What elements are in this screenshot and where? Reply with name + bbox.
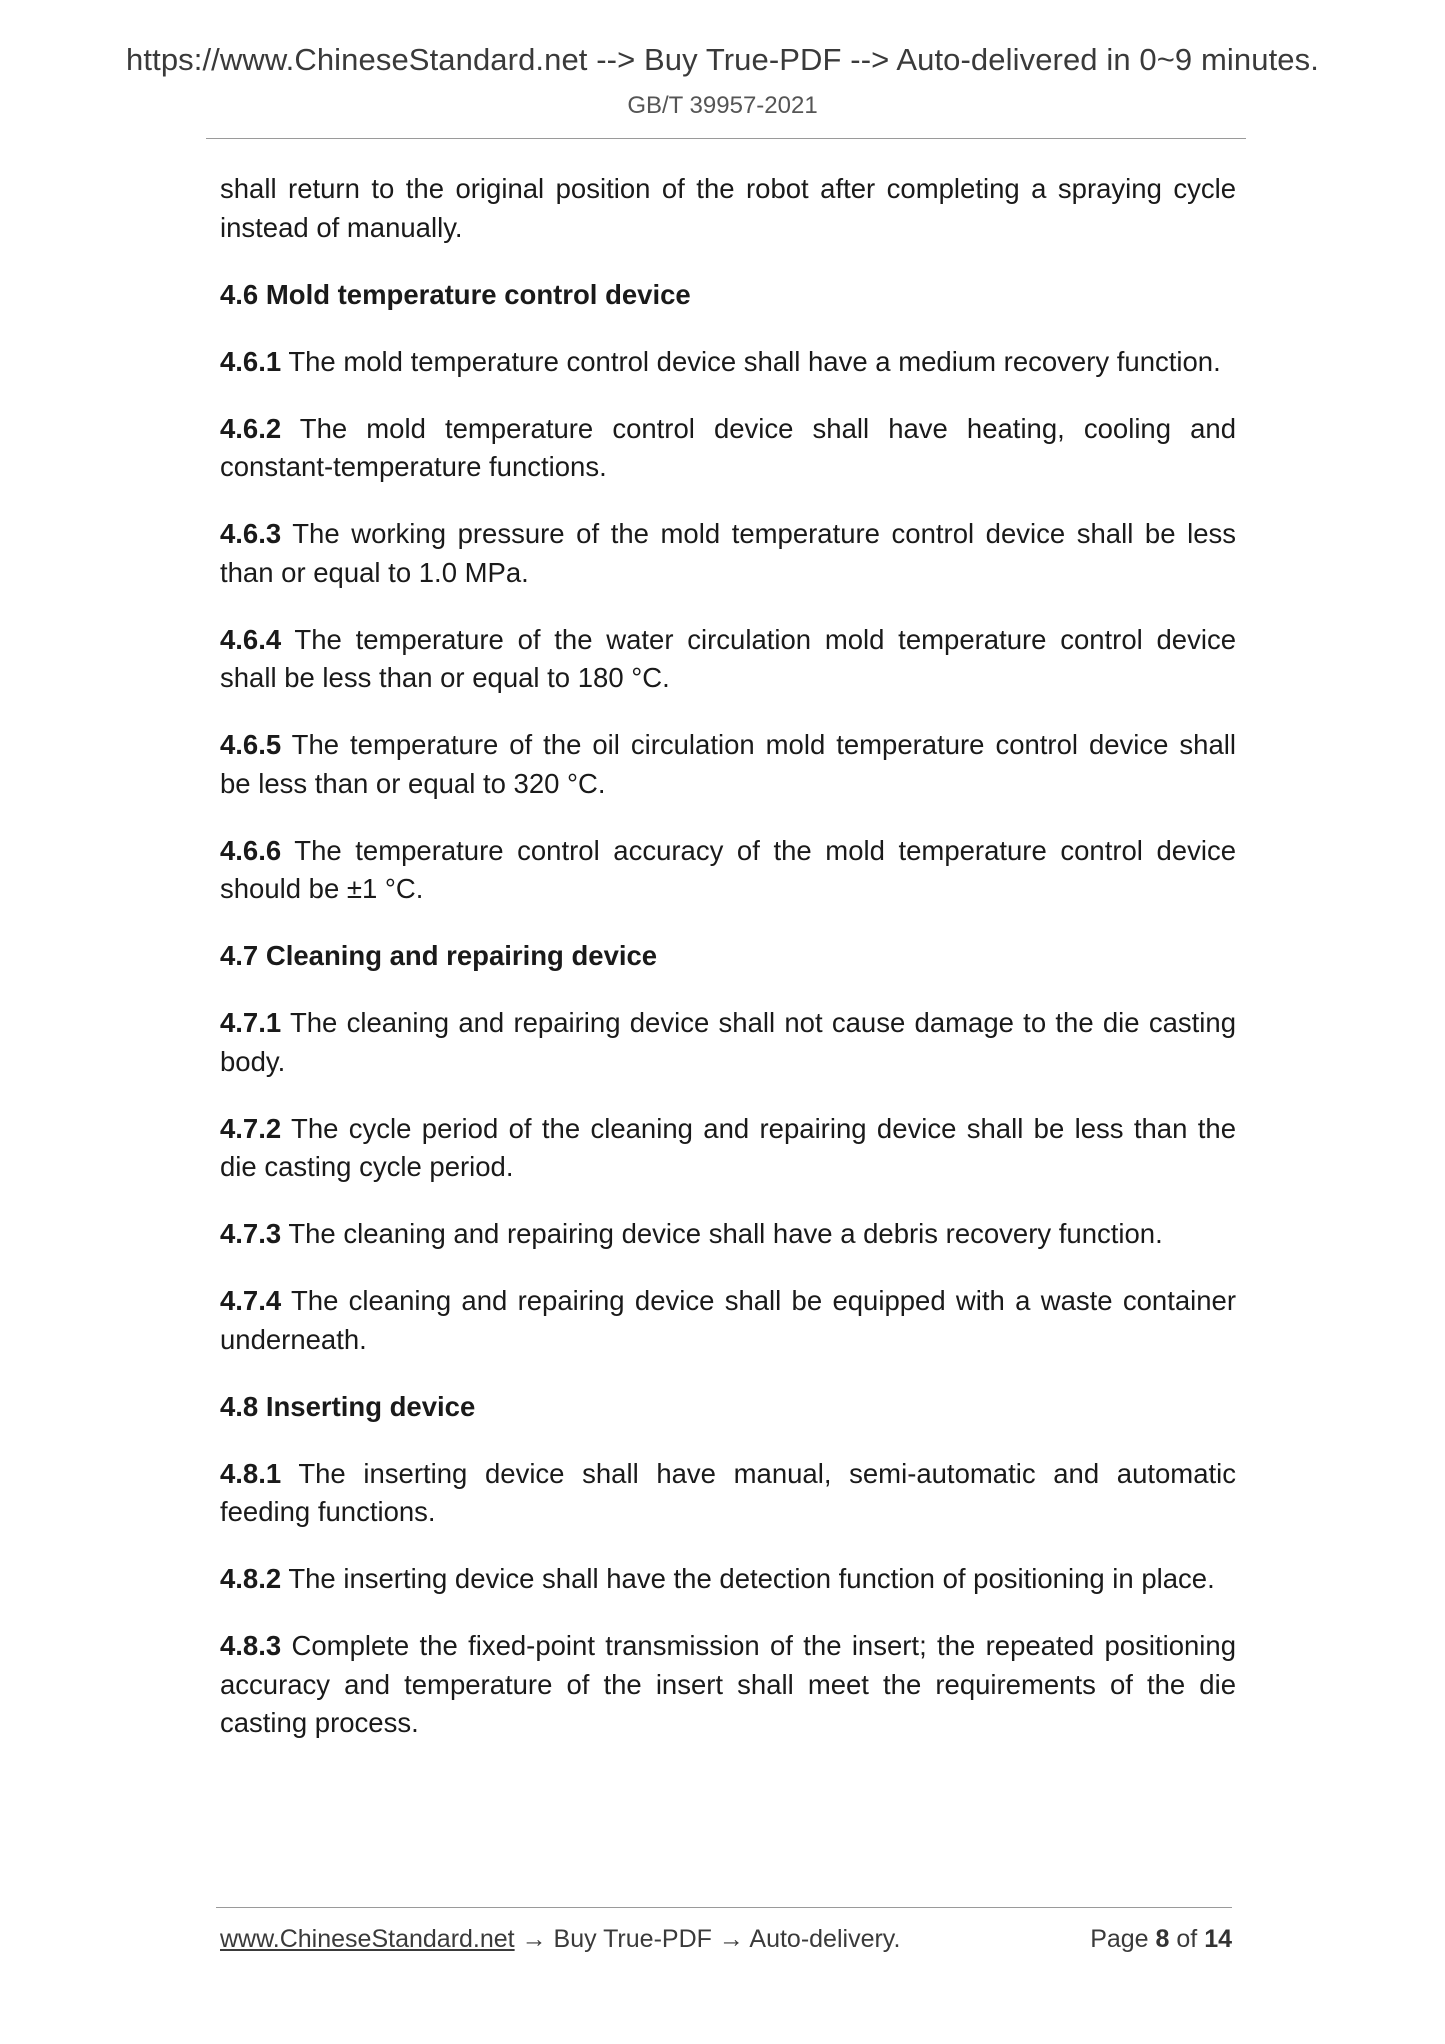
clause-number: 4.7.2 (220, 1112, 282, 1144)
page-of-label: of (1169, 1925, 1205, 1953)
clause-number: 4.7.4 (220, 1285, 282, 1316)
header-divider (206, 138, 1246, 139)
clause-number: 4.7.1 (220, 1007, 282, 1038)
document-body (220, 170, 1236, 1771)
clause-number: 4.6.1 (220, 345, 282, 377)
clause-text: The cleaning and repairing device shall have a debris recovery function. (281, 1218, 1163, 1249)
section-heading-4-7: 4.7 Cleaning and repairing device (220, 940, 658, 971)
clause-4-7-3 (220, 1215, 1236, 1254)
clause-text: The temperature control accuracy of the mold temperature control device should be ±1 °C. (220, 834, 1236, 904)
clause-text: The inserting device shall have the detection function of positioning in place. (281, 1563, 1215, 1594)
clause-4-7-4 (220, 1282, 1236, 1359)
clause-text: The mold temperature control device shall have a medium recovery function. (281, 345, 1221, 377)
clause-4-6-5 (220, 726, 1236, 803)
clause-number: 4.6.3 (220, 518, 282, 549)
footer-tagline (220, 1925, 900, 1954)
footer-site-link[interactable]: www.ChineseStandard.net (220, 1925, 515, 1953)
clause-4-7-1 (220, 1004, 1236, 1081)
clause-text: The inserting device shall have manual, semi-automatic and automatic feeding functions. (220, 1457, 1236, 1527)
page-label: Page (1090, 1925, 1156, 1953)
section-heading-4-8: 4.8 Inserting device (220, 1390, 476, 1422)
clause-number: 4.6.4 (220, 623, 282, 655)
footer-tagline-text: → Buy True-PDF → Auto-delivery. (514, 1925, 901, 1953)
clause-text: The temperature of the water circulation mold temperature control device shall be less than or equal to 180 °C. (220, 623, 1236, 693)
clause-number: 4.8.2 (220, 1563, 282, 1594)
clause-number: 4.8.3 (220, 1630, 282, 1661)
top-banner: https://www.ChineseStandard.net --> Buy True-PDF --> Auto-delivered in 0~9 minutes. (126, 42, 1319, 77)
clause-text: The cleaning and repairing device shall be equipped with a waste container underneath. (220, 1285, 1236, 1355)
clause-number: 4.6.6 (220, 834, 282, 866)
clause-text: Complete the fixed-point transmission of the insert; the repeated positioning accuracy and temperature of the insert shall meet the requirements of the die casting process. (220, 1630, 1236, 1738)
clause-4-6-3 (220, 515, 1236, 592)
clause-text: The working pressure of the mold temperature control device shall be less than or equal to 1.0 MPa. (220, 518, 1236, 588)
clause-4-6-6 (220, 832, 1236, 909)
page-current: 8 (1155, 1925, 1170, 1953)
page-number (1090, 1925, 1232, 1954)
clause-text: The cycle period of the cleaning and repairing device shall be less than the die casting cycle period. (220, 1112, 1236, 1182)
clause-4-6-4 (220, 621, 1236, 698)
page-total: 14 (1204, 1925, 1232, 1953)
clause-4-7-2 (220, 1110, 1236, 1187)
section-heading-4-6: 4.6 Mold temperature control device (220, 278, 691, 310)
paragraph-continuation: shall return to the original position of the robot after completing a spraying cycle instead of manually. (220, 173, 1236, 243)
standard-code: GB/T 39957-2021 (627, 92, 818, 119)
footer-divider (216, 1907, 1232, 1908)
clause-4-6-2 (220, 410, 1236, 487)
clause-number: 4.6.5 (220, 729, 282, 760)
clause-text: The mold temperature control device shall have heating, cooling and constant-temperature functions. (220, 412, 1236, 482)
clause-4-8-1 (220, 1455, 1236, 1532)
clause-text: The cleaning and repairing device shall not cause damage to the die casting body. (220, 1007, 1236, 1077)
clause-4-8-2 (220, 1560, 1236, 1599)
clause-4-6-1 (220, 343, 1236, 382)
clause-text: The temperature of the oil circulation mold temperature control device shall be less than or equal to 320 °C. (220, 729, 1236, 799)
clause-number: 4.8.1 (220, 1457, 282, 1489)
clause-4-8-3 (220, 1627, 1236, 1743)
clause-number: 4.6.2 (220, 412, 282, 444)
clause-number: 4.7.3 (220, 1218, 282, 1249)
